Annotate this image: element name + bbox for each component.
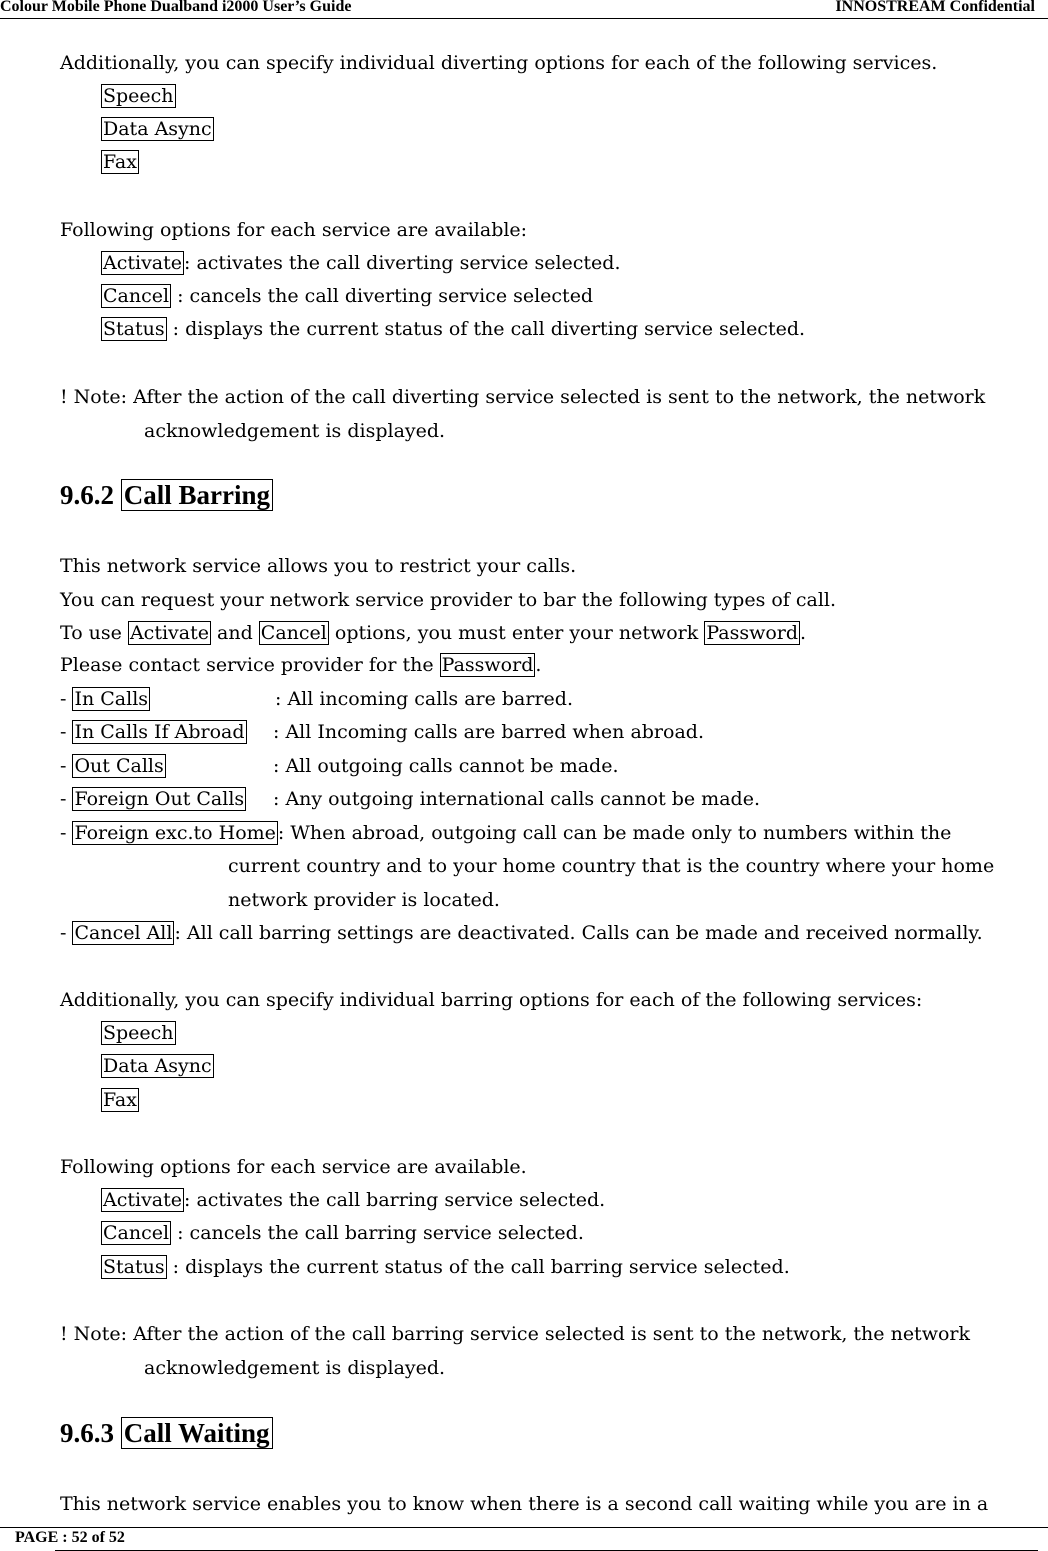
barring-intro2: Additionally, you can specify individual barring options for each of the following services:: [60, 989, 923, 1011]
barring-options-intro: Following options for each service are available.: [60, 1156, 527, 1178]
barring-type-foreign-out: - Foreign Out Calls: [60, 788, 245, 810]
barring-service-data-async: Data Async: [103, 1055, 212, 1077]
barring-type-in-calls: - In Calls: [60, 688, 149, 710]
barring-type-cancel-all: - Cancel All : All call barring settings are deactivated. Calls can be made and received normally.: [60, 922, 983, 944]
section-heading-call-waiting: 9.6.3 Call Waiting: [60, 1416, 273, 1450]
page-header: [0, 0, 1048, 19]
barring-note-cont: acknowledgement is displayed.: [144, 1357, 446, 1379]
barring-type-in-calls-abroad-desc: : All Incoming calls are barred when abroad.: [273, 721, 704, 743]
barring-type-foreign-exc-home: - Foreign exc.to Home : When abroad, outgoing call can be made only to numbers within the: [60, 822, 952, 844]
waiting-p1: This network service enables you to know when there is a second call waiting while you are in a: [60, 1493, 989, 1515]
divert-option-status: Status : displays the current status of the call diverting service selected.: [103, 318, 806, 340]
barring-option-activate: Activate : activates the call barring service selected.: [103, 1189, 606, 1211]
note-label: ! Note: [60, 386, 121, 408]
divert-intro: Additionally, you can specify individual diverting options for each of the following services.: [60, 52, 938, 74]
divert-option-activate: Activate : activates the call diverting service selected.: [103, 252, 621, 274]
page-number: PAGE : 52 of 52: [15, 1529, 125, 1546]
barring-type-in-calls-desc: : All incoming calls are barred.: [275, 688, 573, 710]
barring-p1: This network service allows you to restrict your calls.: [60, 555, 577, 577]
barring-p3: To use Activate and Cancel options, you must enter your network Password .: [60, 622, 807, 644]
barring-foreign-cont-2: network provider is located.: [228, 889, 500, 911]
barring-type-out-calls: - Out Calls: [60, 755, 164, 777]
barring-p2: You can request your network service provider to bar the following types of call.: [60, 589, 837, 611]
section-heading-call-barring: 9.6.2 Call Barring: [60, 478, 273, 512]
divert-option-cancel: Cancel : cancels the call diverting service selected: [103, 285, 594, 307]
barring-option-cancel: Cancel : cancels the call barring service selected.: [103, 1222, 584, 1244]
barring-type-foreign-out-desc: : Any outgoing international calls cannot be made.: [273, 788, 760, 810]
divert-options-intro: Following options for each service are available:: [60, 219, 528, 241]
barring-foreign-cont-1: current country and to your home country that is the country where your home: [228, 855, 995, 877]
barring-type-in-calls-abroad: - In Calls If Abroad: [60, 721, 245, 743]
barring-type-out-calls-desc: : All outgoing calls cannot be made.: [273, 755, 619, 777]
barring-option-status: Status : displays the current status of the call barring service selected.: [103, 1256, 790, 1278]
page-footer: [0, 1527, 1048, 1546]
divert-note: ! Note: After the action of the call diverting service selected is sent to the network, the network: [60, 386, 986, 408]
divert-service-fax: Fax: [103, 151, 137, 173]
header-confidential: INNOSTREAM Confidential: [835, 0, 1035, 15]
barring-service-speech: Speech: [103, 1022, 174, 1044]
note-label: ! Note: [60, 1323, 121, 1345]
divert-service-speech: Speech: [103, 85, 174, 107]
divert-service-data-async: Data Async: [103, 118, 212, 140]
header-title: Colour Mobile Phone Dualband i2000 User’s Guide: [0, 0, 352, 15]
barring-service-fax: Fax: [103, 1089, 137, 1111]
barring-p4: Please contact service provider for the Password .: [60, 654, 542, 676]
divert-note-cont: acknowledgement is displayed.: [144, 420, 446, 442]
barring-note: ! Note: After the action of the call barring service selected is sent to the network, the network: [60, 1323, 970, 1345]
